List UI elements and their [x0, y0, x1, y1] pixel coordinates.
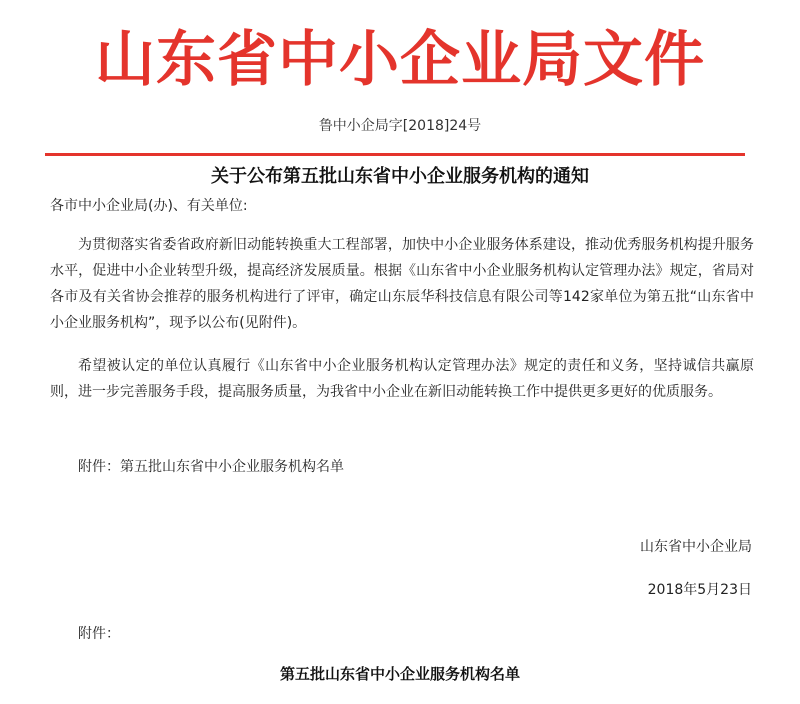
- masthead-title: 山东省中小企业局文件: [95, 25, 705, 95]
- attachment-note: 附件：第五批山东省中小企业服务机构名单: [78, 459, 344, 475]
- addressee: 各市中小企业局(办)、有关单位:: [50, 198, 248, 214]
- attachment-list-title: 第五批山东省中小企业服务机构名单: [279, 665, 520, 683]
- body-paragraph: 为贯彻落实省委省政府新旧动能转换重大工程部署，加快中小企业服务体系建设，推动优秀服务机构提升服务水平，促进中小企业转型升级，提高经济发展质量。根据《山东省中小企业服务机构认定管理办法》规定，省局对各市及有关省协会推荐的服务机构进行了评审，确定山东辰华科技信息有限公司等142家单位为第五批“山东省中小企业服务机构”，现予以公布(见附件)。: [50, 237, 754, 331]
- notice-title: 关于公布第五批山东省中小企业服务机构的通知: [211, 166, 589, 187]
- signature-organization: 山东省中小企业局: [640, 539, 752, 555]
- document-number: 鲁中小企局字[2018]24号: [318, 118, 482, 134]
- red-divider: [45, 153, 745, 156]
- signature-date: 2018年5月23日: [647, 582, 752, 598]
- attachment-label: 附件：: [78, 626, 120, 642]
- body-paragraph: 希望被认定的单位认真履行《山东省中小企业服务机构认定管理办法》规定的责任和义务，坚持诚信共赢原则，进一步完善服务手段，提高服务质量，为我省中小企业在新旧动能转换工作中提供更多更好的优质服务。: [50, 358, 754, 400]
